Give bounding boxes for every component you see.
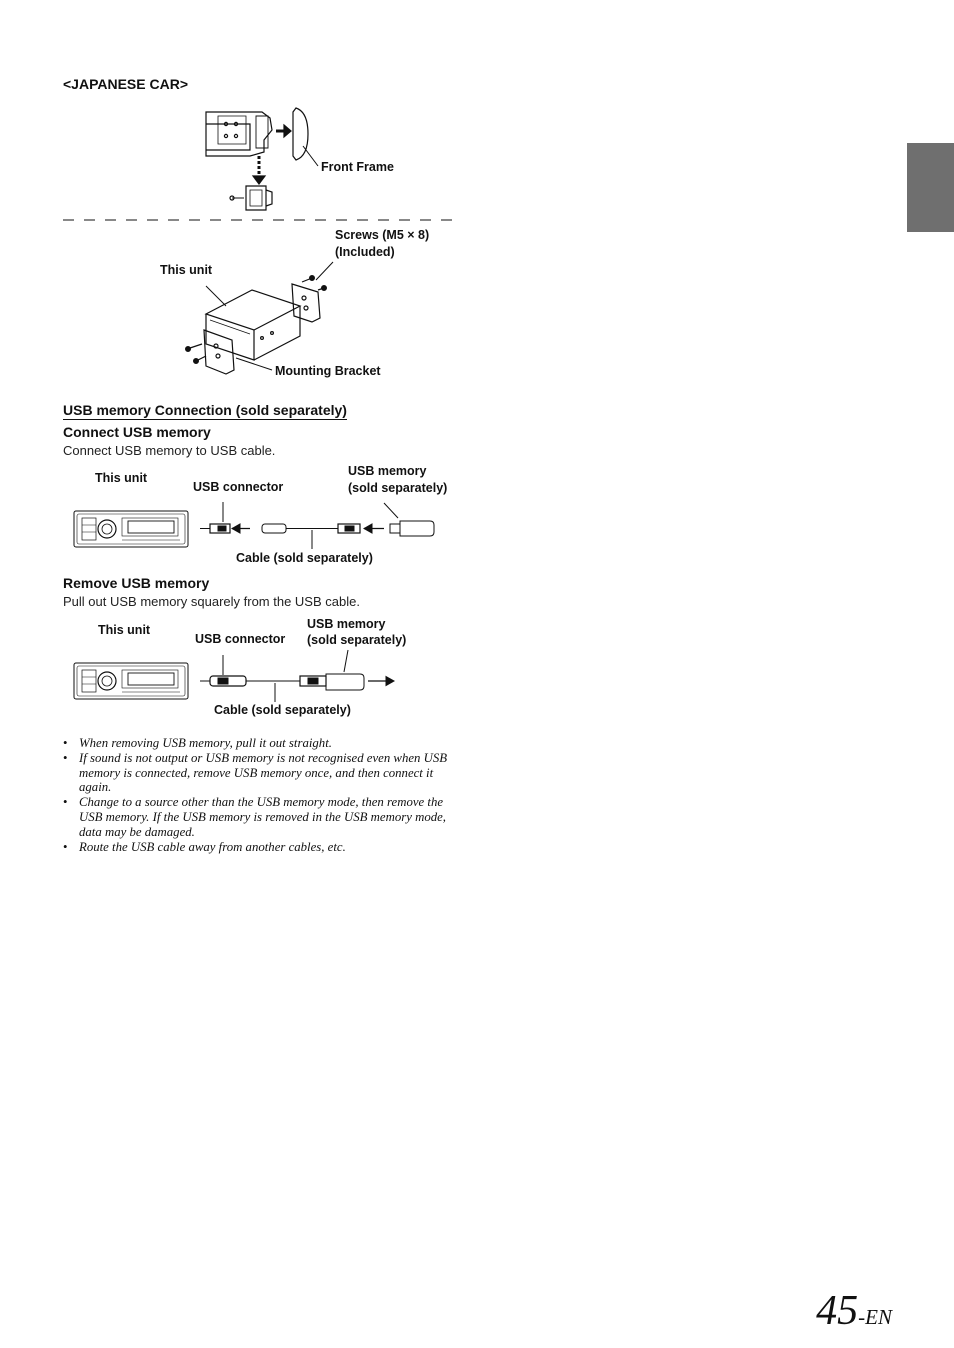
mounting-bracket-label: Mounting Bracket — [275, 364, 381, 378]
front-frame-label: Front Frame — [321, 160, 394, 174]
remove-memory-sold-label: (sold separately) — [307, 633, 407, 647]
remove-memory-label: USB memory — [307, 617, 386, 631]
usb-section-title: USB memory Connection (sold separately) — [63, 402, 347, 418]
note-item: • When removing USB memory, pull it out straight. — [63, 736, 463, 751]
screws-included-label: (Included) — [335, 245, 395, 259]
connect-usb-description: Connect USB memory to USB cable. — [63, 443, 276, 458]
remove-usb-description: Pull out USB memory squarely from the USB cable. — [63, 594, 360, 609]
connect-memory-label: USB memory — [348, 464, 427, 478]
connect-connector-label: USB connector — [193, 480, 284, 494]
page-number — [816, 1287, 892, 1335]
remove-connector-label: USB connector — [195, 632, 286, 646]
japanese-car-heading: <JAPANESE CAR> — [63, 76, 189, 92]
mounting-unit-label: This unit — [160, 263, 213, 277]
remove-unit-label: This unit — [98, 623, 151, 637]
page-number-value: 45 — [816, 1288, 859, 1334]
page-number-suffix: -EN — [858, 1305, 892, 1329]
connect-cable-label: Cable (sold separately) — [236, 551, 373, 565]
connect-unit-label: This unit — [95, 471, 148, 485]
note-item: • Route the USB cable away from another cables, etc. — [63, 840, 463, 855]
connect-usb-title: Connect USB memory — [63, 424, 211, 440]
connect-memory-sold-label: (sold separately) — [348, 481, 448, 495]
notes-list — [63, 736, 463, 854]
screws-label: Screws (M5 × 8) — [335, 228, 430, 242]
remove-cable-label: Cable (sold separately) — [214, 703, 351, 717]
side-tab — [907, 143, 954, 232]
note-item: • If sound is not output or USB memory is not recognised even when USB memory is connected, remove USB memory once, and then connect it again. — [63, 751, 463, 795]
remove-usb-title: Remove USB memory — [63, 575, 210, 591]
note-item: • Change to a source other than the USB memory mode, then remove the USB memory. If the USB memory is removed in the USB memory mode, data may be damaged. — [63, 795, 463, 839]
